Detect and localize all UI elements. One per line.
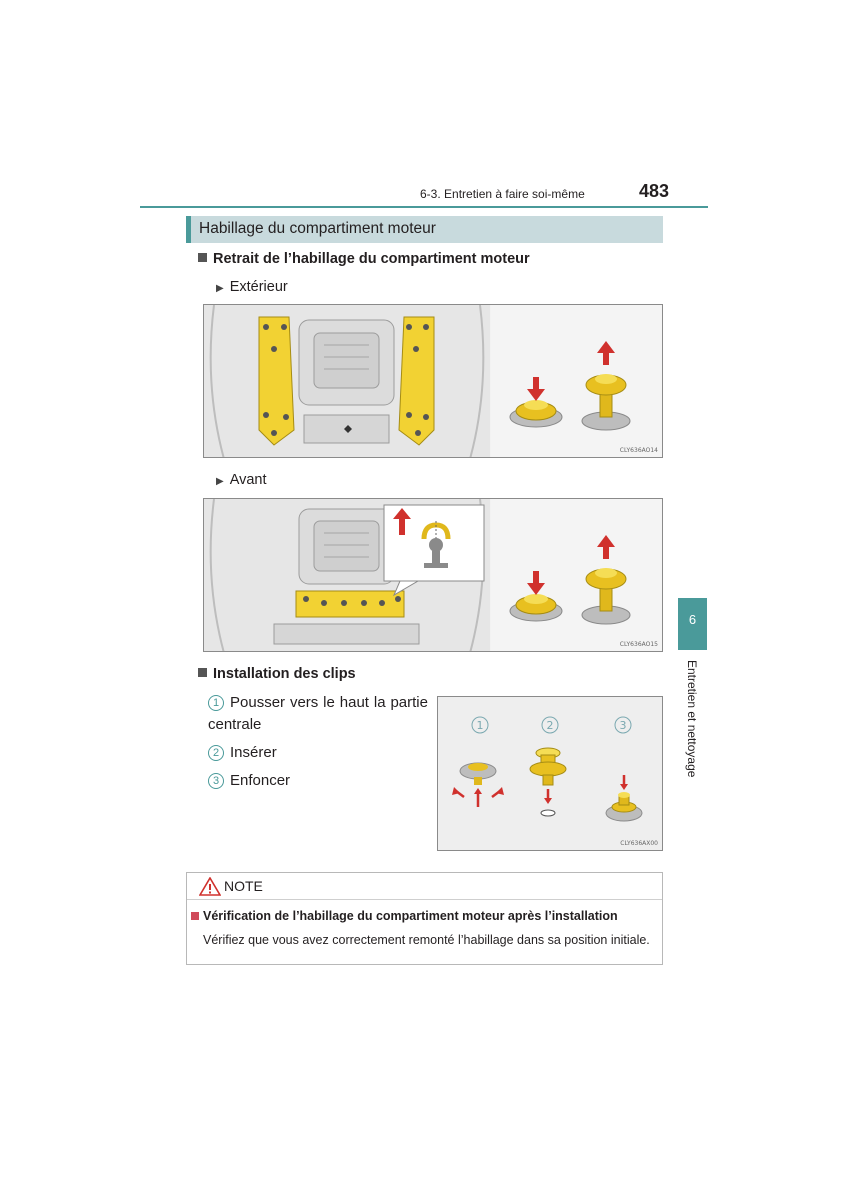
- note-text: Vérifiez que vous avez correctement remonté l’habillage dans sa position initiale.: [203, 933, 650, 947]
- running-header-section: 6-3. Entretien à faire soi-même: [420, 187, 585, 201]
- install-step-text: Pousser vers le haut la partie centrale: [208, 694, 428, 733]
- front-illustration: [203, 498, 663, 652]
- install-illustration: [437, 696, 663, 851]
- svg-text:2: 2: [546, 719, 554, 732]
- front-label: [216, 472, 267, 488]
- note-header: [187, 873, 662, 900]
- figure-code: CLY636AX00: [620, 840, 658, 847]
- step-number-icon: 1: [208, 695, 224, 711]
- square-bullet-icon: [191, 912, 199, 920]
- note-subheading-text: Vérification de l’habillage du compartiment moteur après l’installation: [203, 909, 618, 923]
- triangle-bullet-icon: ▶: [216, 476, 224, 487]
- svg-text:3: 3: [619, 719, 627, 732]
- step-number-icon: 3: [208, 773, 224, 789]
- exterior-illustration: [203, 304, 663, 458]
- square-bullet-icon: [198, 253, 207, 262]
- install-step-1: [208, 692, 428, 736]
- install-heading-text: Installation des clips: [213, 666, 356, 682]
- install-step-text: Enfoncer: [230, 772, 291, 789]
- section-title: Habillage du compartiment moteur: [186, 216, 663, 243]
- figure-code: CLY636AO15: [619, 641, 658, 648]
- chapter-tab: 6: [678, 598, 707, 650]
- warning-icon: [199, 877, 221, 896]
- install-step-2: [208, 742, 277, 764]
- removal-heading-text: Retrait de l’habillage du compartiment moteur: [213, 251, 530, 267]
- page-number: 483: [639, 181, 670, 201]
- front-label-text: Avant: [229, 472, 267, 488]
- removal-heading: [198, 251, 530, 267]
- exterior-label: [216, 279, 288, 295]
- square-bullet-icon: [198, 668, 207, 677]
- note-title: NOTE: [224, 878, 263, 894]
- exterior-label-text: Extérieur: [229, 279, 288, 295]
- install-step-3: [208, 770, 290, 792]
- install-heading: [198, 666, 356, 682]
- chapter-tab-label: Entretien et nettoyage: [685, 660, 699, 778]
- triangle-bullet-icon: ▶: [216, 283, 224, 294]
- note-box: [186, 872, 663, 965]
- svg-text:1: 1: [476, 719, 484, 732]
- note-subheading: [191, 909, 618, 923]
- header-rule: [140, 206, 708, 208]
- figure-code: CLY636AO14: [619, 447, 658, 454]
- install-step-text: Insérer: [230, 744, 277, 761]
- step-number-icon: 2: [208, 745, 224, 761]
